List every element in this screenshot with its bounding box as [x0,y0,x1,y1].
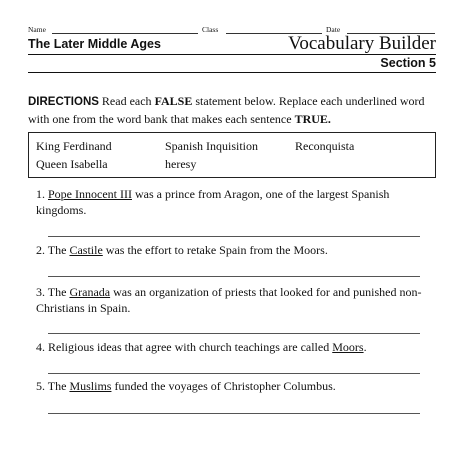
question-5 [36,378,436,394]
directions-text-1: Read each [98,94,155,108]
title-divider [28,54,436,55]
question-text: . [363,340,367,354]
answer-line-3[interactable] [48,333,420,334]
section-label: Section 5 [380,56,436,70]
directions [28,93,438,128]
word-bank [28,132,436,178]
answer-line-5[interactable] [48,413,420,414]
question-number: 2. [36,243,45,257]
word-bank-item: Reconquista [295,139,355,153]
underlined-term: Muslims [69,379,112,393]
name-field-line[interactable] [52,33,198,34]
worksheet-title: Vocabulary Builder [288,33,436,54]
word-bank-item: Spanish Inquisition [165,139,259,153]
underlined-term: Granada [69,285,111,299]
question-number: 4. [36,340,45,354]
question-text: was a prince from Aragon, one of the largest Spanish kingdoms. [36,187,390,217]
answer-line-1[interactable] [48,236,420,237]
underlined-term: Castile [69,243,103,257]
class-label: Class [202,25,219,34]
question-number: 1. [36,187,45,201]
question-text: funded the voyages of Christopher Columbus. [111,379,336,393]
question-text: The [47,285,70,299]
directions-text-2: statement below. Replace each underlined word with one from the word bank that makes each sentence [28,94,425,126]
directions-false: FALSE [154,94,193,108]
section-divider [28,72,436,73]
chapter-title: The Later Middle Ages [28,37,161,51]
question-3 [36,284,436,316]
question-4 [36,339,436,355]
directions-true: TRUE. [294,112,331,126]
question-text: The [47,243,70,257]
underlined-term: Pope Innocent III [48,187,132,201]
answer-line-2[interactable] [48,276,420,277]
question-text: The [47,379,70,393]
question-number: 3. [36,285,45,299]
answer-line-4[interactable] [48,373,420,374]
word-bank-item: Queen Isabella [36,157,108,171]
word-bank-item: King Ferdinand [36,139,112,153]
word-bank-item: heresy [165,157,197,171]
question-text: was the effort to retake Spain from the Moors. [102,243,328,257]
directions-lead: DIRECTIONS [28,96,99,108]
question-1 [36,186,436,218]
question-text: was an organization of priests that looked for and punished non-Christians in Spain. [36,285,422,315]
underlined-term: Moors [332,340,364,354]
question-text: Religious ideas that agree with church teachings are called [48,340,333,354]
question-2 [36,242,436,258]
question-number: 5. [36,379,45,393]
date-label: Date [326,25,341,34]
name-label: Name [28,25,46,34]
